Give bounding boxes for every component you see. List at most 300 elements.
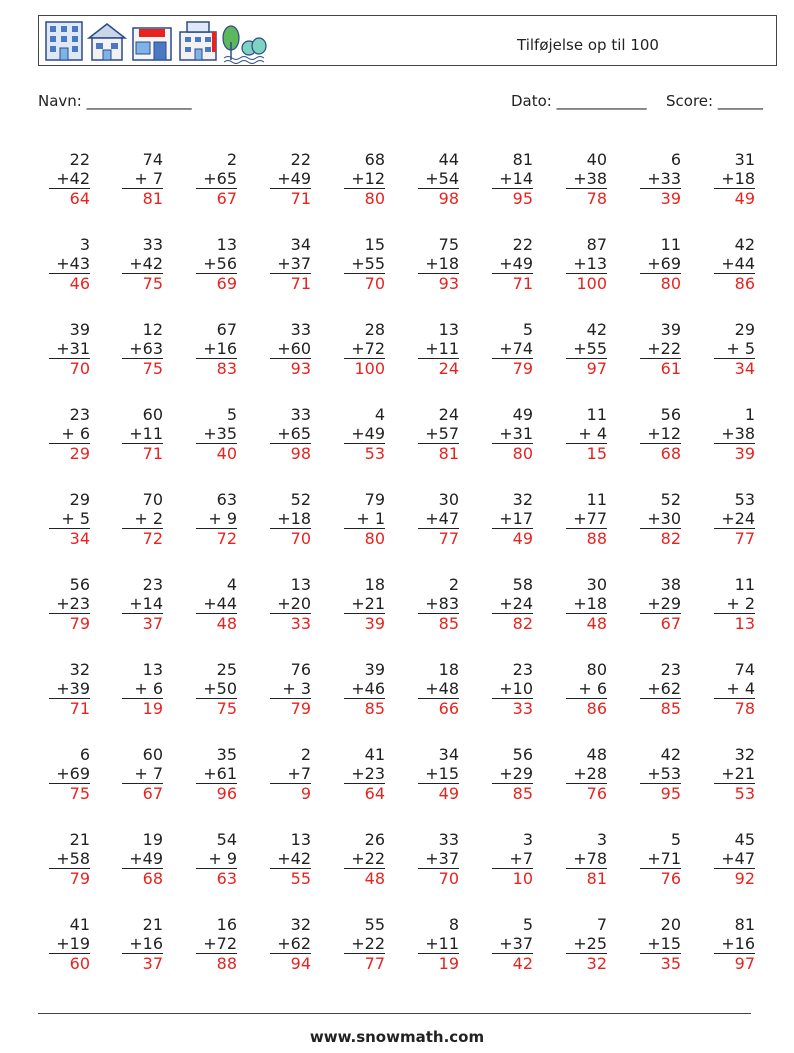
addition-problem: [119, 830, 163, 888]
answer: 79: [512, 359, 533, 378]
addition-problem: [489, 745, 533, 803]
addition-problem: [119, 915, 163, 973]
answer: 35: [660, 954, 681, 973]
addend-bottom: +49: [277, 169, 311, 188]
answer: 69: [216, 274, 237, 293]
addition-problem: [711, 235, 755, 293]
addend-top: 5: [670, 830, 681, 849]
addend-top: 42: [586, 320, 607, 339]
addend-top: 58: [512, 575, 533, 594]
answer: 32: [586, 954, 607, 973]
addend-top: 74: [142, 150, 163, 169]
addend-bottom: +19: [56, 934, 90, 953]
addend-bottom: +31: [56, 339, 90, 358]
addition-problem: [563, 915, 607, 973]
answer: 19: [438, 954, 459, 973]
addition-problem: [563, 575, 607, 633]
answer: 85: [438, 614, 459, 633]
addend-bottom: +18: [721, 169, 755, 188]
addend-top: 13: [290, 830, 311, 849]
addend-top: 2: [226, 150, 237, 169]
addend-top: 21: [142, 915, 163, 934]
addend-top: 16: [216, 915, 237, 934]
answer: 100: [354, 359, 385, 378]
answer: 68: [660, 444, 681, 463]
addition-problem: [46, 405, 90, 463]
answer: 85: [512, 784, 533, 803]
answer: 82: [512, 614, 533, 633]
answer: 77: [364, 954, 385, 973]
addend-top: 11: [660, 235, 681, 254]
addition-problem: [711, 915, 755, 973]
addend-top: 22: [290, 150, 311, 169]
addition-problem: [637, 830, 681, 888]
answer: 39: [364, 614, 385, 633]
addition-problem: [119, 150, 163, 208]
answer: 37: [142, 614, 163, 633]
addend-top: 74: [734, 660, 755, 679]
name-field-label: Navn: ______________: [38, 92, 192, 110]
tree-icon: [223, 26, 239, 60]
addend-bottom: +43: [56, 254, 90, 273]
addend-top: 20: [660, 915, 681, 934]
addend-top: 31: [734, 150, 755, 169]
addition-problem: [637, 660, 681, 718]
answer: 39: [734, 444, 755, 463]
addend-top: 87: [586, 235, 607, 254]
addition-problem: [119, 320, 163, 378]
addend-top: 55: [364, 915, 385, 934]
addend-top: 35: [216, 745, 237, 764]
addition-problem: [267, 575, 311, 633]
addend-bottom: +54: [425, 169, 459, 188]
answer: 64: [364, 784, 385, 803]
addend-top: 76: [290, 660, 311, 679]
answer: 24: [438, 359, 459, 378]
addend-bottom: +49: [351, 424, 385, 443]
addend-bottom: +24: [499, 594, 533, 613]
addend-top: 67: [216, 320, 237, 339]
addend-bottom: +29: [499, 764, 533, 783]
score-field-label: Score: ______: [666, 92, 763, 110]
addition-problem: [637, 915, 681, 973]
addition-problem: [341, 660, 385, 718]
answer: 67: [216, 189, 237, 208]
addend-bottom: +18: [277, 509, 311, 528]
answer: 95: [512, 189, 533, 208]
addend-bottom: +69: [647, 254, 681, 273]
addition-problem: [46, 235, 90, 293]
answer: 71: [142, 444, 163, 463]
header-icons: [44, 18, 269, 64]
addition-problem: [415, 320, 459, 378]
office-building-icon: [46, 22, 82, 60]
addend-top: 21: [69, 830, 90, 849]
addend-top: 24: [438, 405, 459, 424]
addend-bottom: +44: [203, 594, 237, 613]
answer: 100: [576, 274, 607, 293]
addend-bottom: + 6: [61, 424, 90, 443]
addition-problem: [415, 915, 459, 973]
addend-bottom: + 3: [282, 679, 311, 698]
addition-problem: [341, 915, 385, 973]
addend-top: 56: [512, 745, 533, 764]
answer: 79: [290, 699, 311, 718]
answer: 78: [734, 699, 755, 718]
addend-top: 29: [734, 320, 755, 339]
addend-top: 34: [438, 745, 459, 764]
addend-bottom: +12: [647, 424, 681, 443]
addition-problem: [193, 235, 237, 293]
answer: 75: [142, 274, 163, 293]
addend-top: 42: [660, 745, 681, 764]
addend-top: 23: [660, 660, 681, 679]
addend-bottom: +33: [647, 169, 681, 188]
answer: 76: [660, 869, 681, 888]
answer: 81: [586, 869, 607, 888]
addition-problem: [711, 575, 755, 633]
answer: 97: [586, 359, 607, 378]
addend-bottom: + 5: [61, 509, 90, 528]
addition-problem: [711, 830, 755, 888]
addend-bottom: +11: [129, 424, 163, 443]
addition-problem: [637, 235, 681, 293]
addend-top: 52: [660, 490, 681, 509]
addend-bottom: +38: [721, 424, 755, 443]
addend-top: 28: [364, 320, 385, 339]
addend-top: 5: [226, 405, 237, 424]
addend-bottom: + 2: [134, 509, 163, 528]
addition-problem: [341, 320, 385, 378]
addition-problem: [341, 405, 385, 463]
addition-problem: [267, 830, 311, 888]
addend-top: 30: [438, 490, 459, 509]
addend-top: 32: [69, 660, 90, 679]
answer: 75: [142, 359, 163, 378]
addend-top: 30: [586, 575, 607, 594]
addend-top: 60: [142, 405, 163, 424]
answer: 71: [290, 189, 311, 208]
addition-problem: [193, 830, 237, 888]
addend-bottom: +57: [425, 424, 459, 443]
addition-problem: [267, 320, 311, 378]
shop-icon: [133, 28, 171, 60]
header-box: [38, 15, 777, 66]
addition-problem: [415, 660, 459, 718]
answer: 83: [216, 359, 237, 378]
answer: 42: [512, 954, 533, 973]
addition-problem: [193, 320, 237, 378]
addend-bottom: +22: [351, 849, 385, 868]
addend-bottom: +22: [647, 339, 681, 358]
addition-problem: [563, 235, 607, 293]
addition-problem: [415, 745, 459, 803]
addend-bottom: +37: [277, 254, 311, 273]
addition-problem: [193, 660, 237, 718]
addend-top: 6: [79, 745, 90, 764]
addend-top: 25: [216, 660, 237, 679]
addend-top: 32: [290, 915, 311, 934]
addition-problem: [267, 405, 311, 463]
addend-bottom: + 4: [726, 679, 755, 698]
addend-top: 13: [290, 575, 311, 594]
addend-top: 6: [670, 150, 681, 169]
addend-top: 54: [216, 830, 237, 849]
addend-top: 11: [586, 490, 607, 509]
addend-bottom: +55: [351, 254, 385, 273]
addition-problem: [637, 575, 681, 633]
addend-top: 22: [512, 235, 533, 254]
addition-problem: [193, 150, 237, 208]
addition-problem: [489, 235, 533, 293]
addend-bottom: +47: [721, 849, 755, 868]
addend-top: 40: [586, 150, 607, 169]
answer: 48: [586, 614, 607, 633]
addend-bottom: +53: [647, 764, 681, 783]
addend-top: 42: [734, 235, 755, 254]
addition-problem: [637, 490, 681, 548]
addition-problem: [341, 830, 385, 888]
addend-bottom: + 6: [578, 679, 607, 698]
answer: 67: [660, 614, 681, 633]
answer: 96: [216, 784, 237, 803]
addend-bottom: +16: [721, 934, 755, 953]
answer: 80: [364, 529, 385, 548]
addend-bottom: +58: [56, 849, 90, 868]
addend-bottom: +55: [573, 339, 607, 358]
answer: 63: [216, 869, 237, 888]
addend-bottom: +71: [647, 849, 681, 868]
addend-bottom: +7: [287, 764, 311, 783]
addend-bottom: +22: [351, 934, 385, 953]
answer: 76: [586, 784, 607, 803]
addition-problem: [489, 575, 533, 633]
page-title: Tilføjelse op til 100: [517, 36, 659, 54]
answer: 82: [660, 529, 681, 548]
addition-problem: [341, 150, 385, 208]
hotel-icon: [180, 22, 216, 60]
addition-problem: [563, 320, 607, 378]
answer: 68: [142, 869, 163, 888]
addend-bottom: +63: [129, 339, 163, 358]
answer: 75: [216, 699, 237, 718]
addend-top: 22: [69, 150, 90, 169]
addend-top: 70: [142, 490, 163, 509]
addend-bottom: +31: [499, 424, 533, 443]
answer: 9: [300, 784, 311, 803]
addend-bottom: + 2: [726, 594, 755, 613]
addend-bottom: +49: [499, 254, 533, 273]
addition-problem: [341, 745, 385, 803]
answer: 86: [734, 274, 755, 293]
addition-problem: [193, 745, 237, 803]
answer: 39: [660, 189, 681, 208]
addend-bottom: +12: [351, 169, 385, 188]
addition-problem: [489, 150, 533, 208]
addition-problem: [489, 320, 533, 378]
addition-problem: [489, 490, 533, 548]
answer: 19: [142, 699, 163, 718]
addition-problem: [267, 235, 311, 293]
answer: 49: [438, 784, 459, 803]
addend-bottom: +56: [203, 254, 237, 273]
addition-problem: [637, 320, 681, 378]
answer: 95: [660, 784, 681, 803]
addend-bottom: +11: [425, 934, 459, 953]
addition-problem: [193, 405, 237, 463]
addend-bottom: +16: [129, 934, 163, 953]
addend-bottom: +15: [647, 934, 681, 953]
addend-top: 81: [734, 915, 755, 934]
addend-bottom: + 4: [578, 424, 607, 443]
answer: 80: [512, 444, 533, 463]
addition-problem: [563, 745, 607, 803]
answer: 53: [364, 444, 385, 463]
addend-bottom: + 9: [208, 509, 237, 528]
addend-top: 53: [734, 490, 755, 509]
addend-bottom: +65: [277, 424, 311, 443]
addition-problem: [563, 150, 607, 208]
addend-bottom: +21: [721, 764, 755, 783]
answer: 71: [512, 274, 533, 293]
answer: 40: [216, 444, 237, 463]
addend-top: 39: [69, 320, 90, 339]
addend-bottom: +72: [203, 934, 237, 953]
addend-top: 79: [364, 490, 385, 509]
answer: 70: [438, 869, 459, 888]
answer: 77: [438, 529, 459, 548]
addend-top: 52: [290, 490, 311, 509]
addend-top: 45: [734, 830, 755, 849]
answer: 88: [216, 954, 237, 973]
addend-bottom: +42: [129, 254, 163, 273]
addend-top: 75: [438, 235, 459, 254]
addend-bottom: +42: [56, 169, 90, 188]
answer: 60: [69, 954, 90, 973]
addend-bottom: +77: [573, 509, 607, 528]
addend-top: 81: [512, 150, 533, 169]
answer: 66: [438, 699, 459, 718]
addend-bottom: +11: [425, 339, 459, 358]
answer: 79: [69, 869, 90, 888]
addend-bottom: +61: [203, 764, 237, 783]
addition-problem: [489, 915, 533, 973]
addend-top: 18: [438, 660, 459, 679]
addition-problem: [415, 150, 459, 208]
addend-top: 8: [448, 915, 459, 934]
addend-top: 32: [734, 745, 755, 764]
answer: 71: [69, 699, 90, 718]
addend-bottom: +62: [277, 934, 311, 953]
addend-bottom: + 7: [134, 764, 163, 783]
addend-bottom: +74: [499, 339, 533, 358]
addend-bottom: +49: [129, 849, 163, 868]
answer: 29: [69, 444, 90, 463]
answer: 33: [290, 614, 311, 633]
answer: 53: [734, 784, 755, 803]
addition-problem: [711, 490, 755, 548]
answer: 81: [438, 444, 459, 463]
answer: 55: [290, 869, 311, 888]
answer: 48: [216, 614, 237, 633]
addend-bottom: +39: [56, 679, 90, 698]
answer: 98: [438, 189, 459, 208]
addition-problem: [46, 745, 90, 803]
addend-top: 13: [142, 660, 163, 679]
addend-bottom: +10: [499, 679, 533, 698]
addition-problem: [563, 830, 607, 888]
addition-problem: [46, 575, 90, 633]
footer-divider: [38, 1013, 751, 1014]
addend-top: 7: [596, 915, 607, 934]
addition-problem: [415, 490, 459, 548]
addend-top: 26: [364, 830, 385, 849]
addition-problem: [637, 405, 681, 463]
answer: 97: [734, 954, 755, 973]
addend-bottom: +18: [573, 594, 607, 613]
answer: 70: [69, 359, 90, 378]
addend-bottom: +42: [277, 849, 311, 868]
addition-problem: [341, 235, 385, 293]
addend-bottom: +47: [425, 509, 459, 528]
addend-top: 48: [586, 745, 607, 764]
addition-problem: [46, 830, 90, 888]
addend-top: 3: [79, 235, 90, 254]
addend-top: 29: [69, 490, 90, 509]
addend-bottom: +29: [647, 594, 681, 613]
addend-bottom: +30: [647, 509, 681, 528]
answer: 98: [290, 444, 311, 463]
answer: 93: [438, 274, 459, 293]
addition-problem: [267, 745, 311, 803]
answer: 46: [69, 274, 90, 293]
addend-bottom: +28: [573, 764, 607, 783]
answer: 13: [734, 614, 755, 633]
addend-bottom: +18: [425, 254, 459, 273]
house-icon: [89, 24, 125, 60]
answer: 70: [290, 529, 311, 548]
addend-bottom: +83: [425, 594, 459, 613]
addition-problem: [711, 320, 755, 378]
answer: 93: [290, 359, 311, 378]
addition-problem: [193, 915, 237, 973]
answer: 94: [290, 954, 311, 973]
addend-top: 38: [660, 575, 681, 594]
addition-problem: [415, 405, 459, 463]
addend-top: 19: [142, 830, 163, 849]
addend-bottom: +20: [277, 594, 311, 613]
addend-bottom: + 9: [208, 849, 237, 868]
addend-top: 23: [69, 405, 90, 424]
addition-problem: [489, 830, 533, 888]
addend-bottom: +50: [203, 679, 237, 698]
date-field-label: Dato: ____________: [511, 92, 647, 110]
addition-problem: [563, 490, 607, 548]
addend-top: 4: [374, 405, 385, 424]
addition-problem: [563, 660, 607, 718]
addend-bottom: +21: [351, 594, 385, 613]
answer: 92: [734, 869, 755, 888]
addend-bottom: +14: [499, 169, 533, 188]
addend-bottom: + 5: [726, 339, 755, 358]
answer: 85: [660, 699, 681, 718]
addend-bottom: +37: [499, 934, 533, 953]
addend-top: 18: [364, 575, 385, 594]
addition-problem: [46, 660, 90, 718]
addend-top: 1: [744, 405, 755, 424]
addend-top: 60: [142, 745, 163, 764]
addition-problem: [46, 490, 90, 548]
